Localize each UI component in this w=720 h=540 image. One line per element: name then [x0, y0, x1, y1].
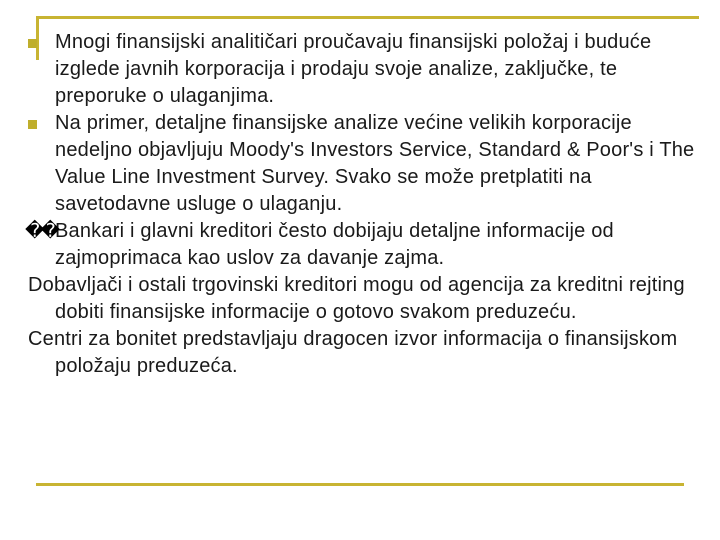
- bullet-item-analysts: [28, 29, 708, 110]
- square-bullet-icon: [28, 39, 37, 48]
- bullet-item-bankers: [25, 218, 708, 272]
- bullet-text-analysts: Mnogi finansijski analitičari proučavaju finansijski položaj i buduće izglede javnih korporacija i prodaju svoje analize, zaključke, te preporuke o ulaganjima.: [55, 31, 652, 107]
- bullet-text-agencies: Na primer, detaljne finansijske analize većine velikih korporacije nedeljno objavljuju Moody's Investors Service, Standard & Poor's i The Value Line Investment Survey. Svako se može pretplatiti na savetodavne usluge o ulaganju.: [55, 112, 695, 215]
- frame-bottom-line: [36, 483, 684, 486]
- replacement-glyph-icon: ��: [25, 220, 56, 242]
- frame-top-line: [36, 16, 699, 19]
- bullet-text-bankers: Bankari i glavni kreditori često dobijaju detaljne informacije od zajmoprimaca kao uslov za davanje zajma.: [55, 220, 614, 269]
- slide-body: [25, 29, 708, 380]
- paragraph-credit-centers: Centri za bonitet predstavljaju dragocen izvor informacija o finansijskom položaju preduzeća.: [28, 328, 678, 377]
- square-bullet-icon: [28, 120, 37, 129]
- paragraph-suppliers: Dobavljači i ostali trgovinski kreditori mogu od agencija za kreditni rejting dobiti finansijske informacije o gotovo svakom preduzeću.: [28, 274, 685, 323]
- bullet-item-agencies: [28, 110, 708, 218]
